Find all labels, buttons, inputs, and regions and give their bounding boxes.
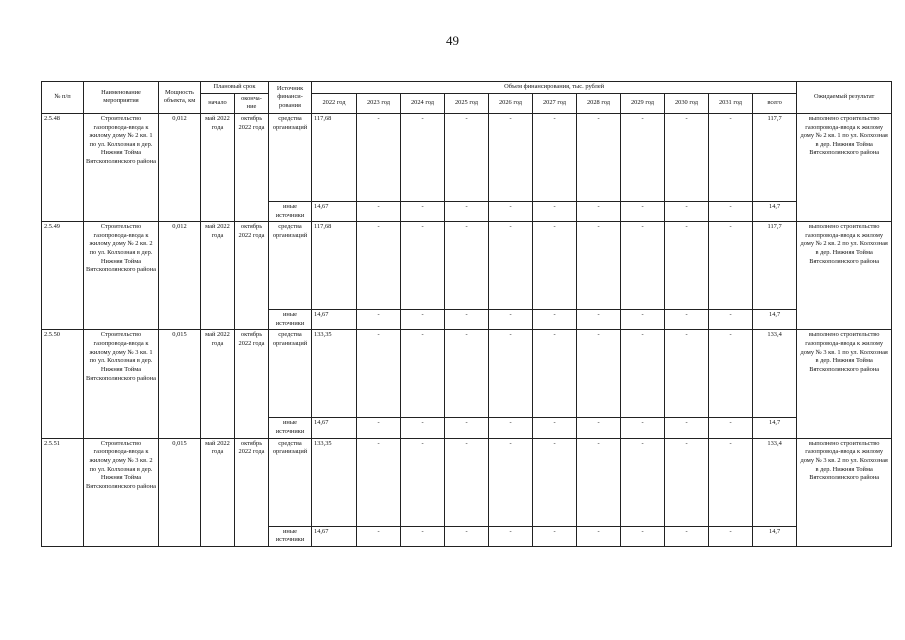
- value-cell: -: [357, 201, 401, 221]
- header-year: 2024 год: [401, 93, 445, 113]
- value-cell: -: [445, 310, 489, 330]
- value-cell: -: [621, 438, 665, 526]
- value-cell: -: [533, 310, 577, 330]
- value-cell: -: [445, 201, 489, 221]
- value-cell: -: [401, 526, 445, 546]
- source-label: иные источники: [269, 201, 312, 221]
- value-cell: -: [709, 418, 753, 438]
- row-name: Строительство газопровода-ввода к жилому дому № 3 кв. 2 по ул. Колхозная в дер. Нижняя Тойма Вятскополянского района: [84, 438, 159, 546]
- header-end: оконча-ние: [235, 93, 269, 113]
- value-cell: -: [357, 222, 401, 310]
- row-number: 2.5.50: [42, 330, 84, 438]
- value-cell: -: [533, 438, 577, 526]
- value-cell: 117,7: [753, 222, 797, 310]
- header-year: 2023 год: [357, 93, 401, 113]
- value-cell: -: [665, 330, 709, 418]
- value-cell: -: [621, 310, 665, 330]
- value-cell: -: [665, 438, 709, 526]
- value-cell: -: [401, 310, 445, 330]
- value-cell: -: [357, 330, 401, 418]
- value-cell: -: [577, 310, 621, 330]
- value-cell: -: [533, 330, 577, 418]
- value-cell: -: [577, 418, 621, 438]
- value-cell: -: [709, 201, 753, 221]
- value-cell: -: [577, 526, 621, 546]
- row-end: октябрь 2022 года: [235, 222, 269, 330]
- value-cell: -: [709, 330, 753, 418]
- value-cell: -: [489, 438, 533, 526]
- value-cell: -: [489, 201, 533, 221]
- value-cell: 133,35: [312, 438, 357, 526]
- value-cell: -: [665, 113, 709, 201]
- value-cell: 133,35: [312, 330, 357, 418]
- header-name: Наименование мероприятия: [84, 82, 159, 114]
- row-result: выполнено строительство газопровода-ввода к жилому дому № 2 кв. 2 по ул. Колхозная в дер. Нижняя Тойма Вятскополянского района: [797, 222, 892, 330]
- value-cell: -: [621, 330, 665, 418]
- source-label: средства организаций: [269, 330, 312, 418]
- value-cell: -: [665, 526, 709, 546]
- row-end: октябрь 2022 года: [235, 438, 269, 546]
- value-cell: -: [489, 222, 533, 310]
- value-cell: -: [533, 418, 577, 438]
- value-cell: -: [445, 526, 489, 546]
- source-label: средства организаций: [269, 438, 312, 526]
- row-capacity: 0,015: [159, 330, 201, 438]
- value-cell: 14,67: [312, 201, 357, 221]
- value-cell: -: [577, 438, 621, 526]
- value-cell: -: [357, 526, 401, 546]
- value-cell: -: [445, 418, 489, 438]
- row-start: май 2022 года: [201, 222, 235, 330]
- row-number: 2.5.49: [42, 222, 84, 330]
- value-cell: -: [577, 113, 621, 201]
- value-cell: -: [401, 222, 445, 310]
- page-number: 49: [446, 33, 459, 48]
- value-cell: -: [445, 222, 489, 310]
- row-capacity: 0,012: [159, 113, 201, 221]
- row-end: октябрь 2022 года: [235, 113, 269, 221]
- value-cell: -: [709, 526, 753, 546]
- value-cell: 14,67: [312, 526, 357, 546]
- value-cell: -: [665, 418, 709, 438]
- value-cell: -: [357, 113, 401, 201]
- value-cell: 14,7: [753, 310, 797, 330]
- value-cell: -: [357, 310, 401, 330]
- row-end: октябрь 2022 года: [235, 330, 269, 438]
- funding-table: [41, 81, 892, 547]
- source-label: средства организаций: [269, 222, 312, 310]
- header-start: начало: [201, 93, 235, 113]
- header-source: Источник финанси-рования: [269, 82, 312, 114]
- value-cell: -: [357, 438, 401, 526]
- value-cell: -: [401, 201, 445, 221]
- header-result: Ожидаемый результат: [797, 82, 892, 114]
- value-cell: -: [665, 310, 709, 330]
- value-cell: -: [621, 201, 665, 221]
- header-year: 2031 год: [709, 93, 753, 113]
- header-capacity: Мощность объекта, км: [159, 82, 201, 114]
- header-year: 2027 год: [533, 93, 577, 113]
- value-cell: -: [401, 330, 445, 418]
- value-cell: -: [665, 222, 709, 310]
- value-cell: -: [489, 113, 533, 201]
- value-cell: -: [621, 418, 665, 438]
- value-cell: -: [577, 201, 621, 221]
- row-number: 2.5.48: [42, 113, 84, 221]
- value-cell: -: [357, 418, 401, 438]
- table-row: [42, 113, 892, 201]
- value-cell: -: [621, 113, 665, 201]
- value-cell: -: [489, 526, 533, 546]
- value-cell: 14,67: [312, 310, 357, 330]
- value-cell: -: [533, 526, 577, 546]
- header-year: 2029 год: [621, 93, 665, 113]
- value-cell: -: [533, 222, 577, 310]
- value-cell: 14,7: [753, 526, 797, 546]
- row-start: май 2022 года: [201, 330, 235, 438]
- table-row: [42, 222, 892, 310]
- value-cell: -: [709, 113, 753, 201]
- row-start: май 2022 года: [201, 438, 235, 546]
- row-number: 2.5.51: [42, 438, 84, 546]
- header-period: Плановый срок: [201, 82, 269, 94]
- value-cell: 117,68: [312, 113, 357, 201]
- value-cell: -: [577, 222, 621, 310]
- row-name: Строительство газопровода-ввода к жилому дому № 2 кв. 2 по ул. Колхозная в дер. Нижняя Тойма Вятскополянского района: [84, 222, 159, 330]
- row-capacity: 0,012: [159, 222, 201, 330]
- header-year: 2025 год: [445, 93, 489, 113]
- value-cell: -: [489, 418, 533, 438]
- row-name: Строительство газопровода-ввода к жилому дому № 2 кв. 1 по ул. Колхозная в дер. Нижняя Тойма Вятскополянского района: [84, 113, 159, 221]
- value-cell: 133,4: [753, 438, 797, 526]
- row-name: Строительство газопровода-ввода к жилому дому № 3 кв. 1 по ул. Колхозная в дер. Нижняя Тойма Вятскополянского района: [84, 330, 159, 438]
- value-cell: -: [489, 330, 533, 418]
- value-cell: -: [665, 201, 709, 221]
- value-cell: -: [489, 310, 533, 330]
- value-cell: -: [533, 201, 577, 221]
- header-funding: Объем финансирования, тыс. рублей: [312, 82, 797, 94]
- source-label: иные источники: [269, 310, 312, 330]
- value-cell: -: [401, 418, 445, 438]
- value-cell: 133,4: [753, 330, 797, 418]
- row-result: выполнено строительство газопровода-ввода к жилому дому № 2 кв. 1 по ул. Колхозная в дер. Нижняя Тойма Вятскополянского района: [797, 113, 892, 221]
- source-label: иные источники: [269, 526, 312, 546]
- row-result: выполнено строительство газопровода-ввода к жилому дому № 3 кв. 1 по ул. Колхозная в дер. Нижняя Тойма Вятскополянского района: [797, 330, 892, 438]
- value-cell: 117,7: [753, 113, 797, 201]
- table-row: [42, 438, 892, 526]
- header-year: всего: [753, 93, 797, 113]
- source-label: иные источники: [269, 418, 312, 438]
- row-start: май 2022 года: [201, 113, 235, 221]
- row-result: выполнено строительство газопровода-ввода к жилому дому № 3 кв. 2 по ул. Колхозная в дер. Нижняя Тойма Вятскополянского района: [797, 438, 892, 546]
- source-label: средства организаций: [269, 113, 312, 201]
- value-cell: -: [533, 113, 577, 201]
- value-cell: -: [621, 526, 665, 546]
- value-cell: 14,7: [753, 201, 797, 221]
- header-num: № п/п: [42, 82, 84, 114]
- value-cell: -: [401, 113, 445, 201]
- table-row: [42, 330, 892, 418]
- value-cell: -: [577, 330, 621, 418]
- value-cell: -: [709, 438, 753, 526]
- value-cell: -: [709, 222, 753, 310]
- header-year: 2026 год: [489, 93, 533, 113]
- header-year: 2022 год: [312, 93, 357, 113]
- value-cell: -: [401, 438, 445, 526]
- value-cell: -: [445, 113, 489, 201]
- value-cell: 14,67: [312, 418, 357, 438]
- value-cell: -: [709, 310, 753, 330]
- row-capacity: 0,015: [159, 438, 201, 546]
- value-cell: 117,68: [312, 222, 357, 310]
- header-year: 2028 год: [577, 93, 621, 113]
- value-cell: -: [445, 438, 489, 526]
- value-cell: -: [621, 222, 665, 310]
- value-cell: -: [445, 330, 489, 418]
- value-cell: 14,7: [753, 418, 797, 438]
- header-year: 2030 год: [665, 93, 709, 113]
